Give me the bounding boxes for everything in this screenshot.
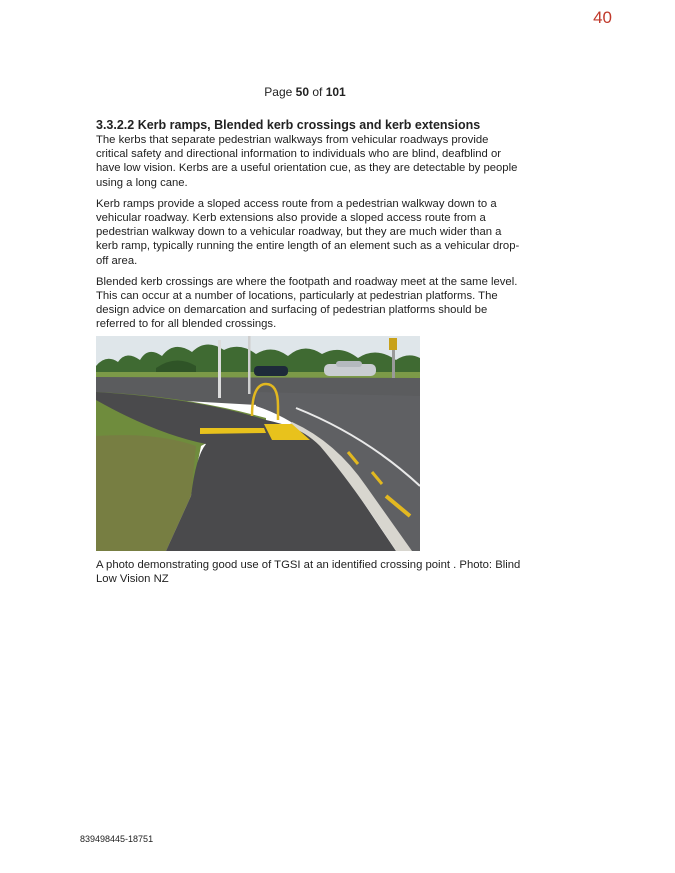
document-id: 839498445-18751 <box>80 834 154 844</box>
paragraph-kerbs: The kerbs that separate pedestrian walkways from vehicular roadways provide critical safety and directional information to individuals who are blind, deafblind or have low vision. Kerbs are a useful orientation cue, as they are detectable by people using a long cane. <box>96 134 518 189</box>
page-indicator <box>0 85 610 99</box>
current-page: 50 <box>295 85 309 99</box>
paragraph-blended-crossings: Blended kerb crossings are where the footpath and roadway meet at the same level. This can occur at a number of locations, particularly at pedestrian platforms. The design advice on demarcation and surfacing of pedestrian platforms should be referred to for all blended crossings. <box>96 275 518 331</box>
page-number: 40 <box>593 8 612 27</box>
total-pages: 101 <box>325 85 346 99</box>
paragraph-kerb-ramps: Kerb ramps provide a sloped access route from a pedestrian walkway down to a vehicular roadway. Kerb extensions also provide a sloped access route from a pedestrian walkway down to a vehicular roadway, but they are much wider than a kerb ramp, typically running the entire length of an element such as a vehicular drop-off area. <box>96 197 520 267</box>
crossing-photo <box>96 336 420 551</box>
of-label: of <box>312 85 323 99</box>
section-heading: 3.3.2.2 Kerb ramps, Blended kerb crossings and kerb extensions <box>96 118 481 132</box>
page-label: Page <box>264 85 293 99</box>
figure-caption: A photo demonstrating good use of TGSI at an identified crossing point . Photo: Blind Low Vision NZ <box>96 559 521 586</box>
section-body <box>96 118 520 339</box>
